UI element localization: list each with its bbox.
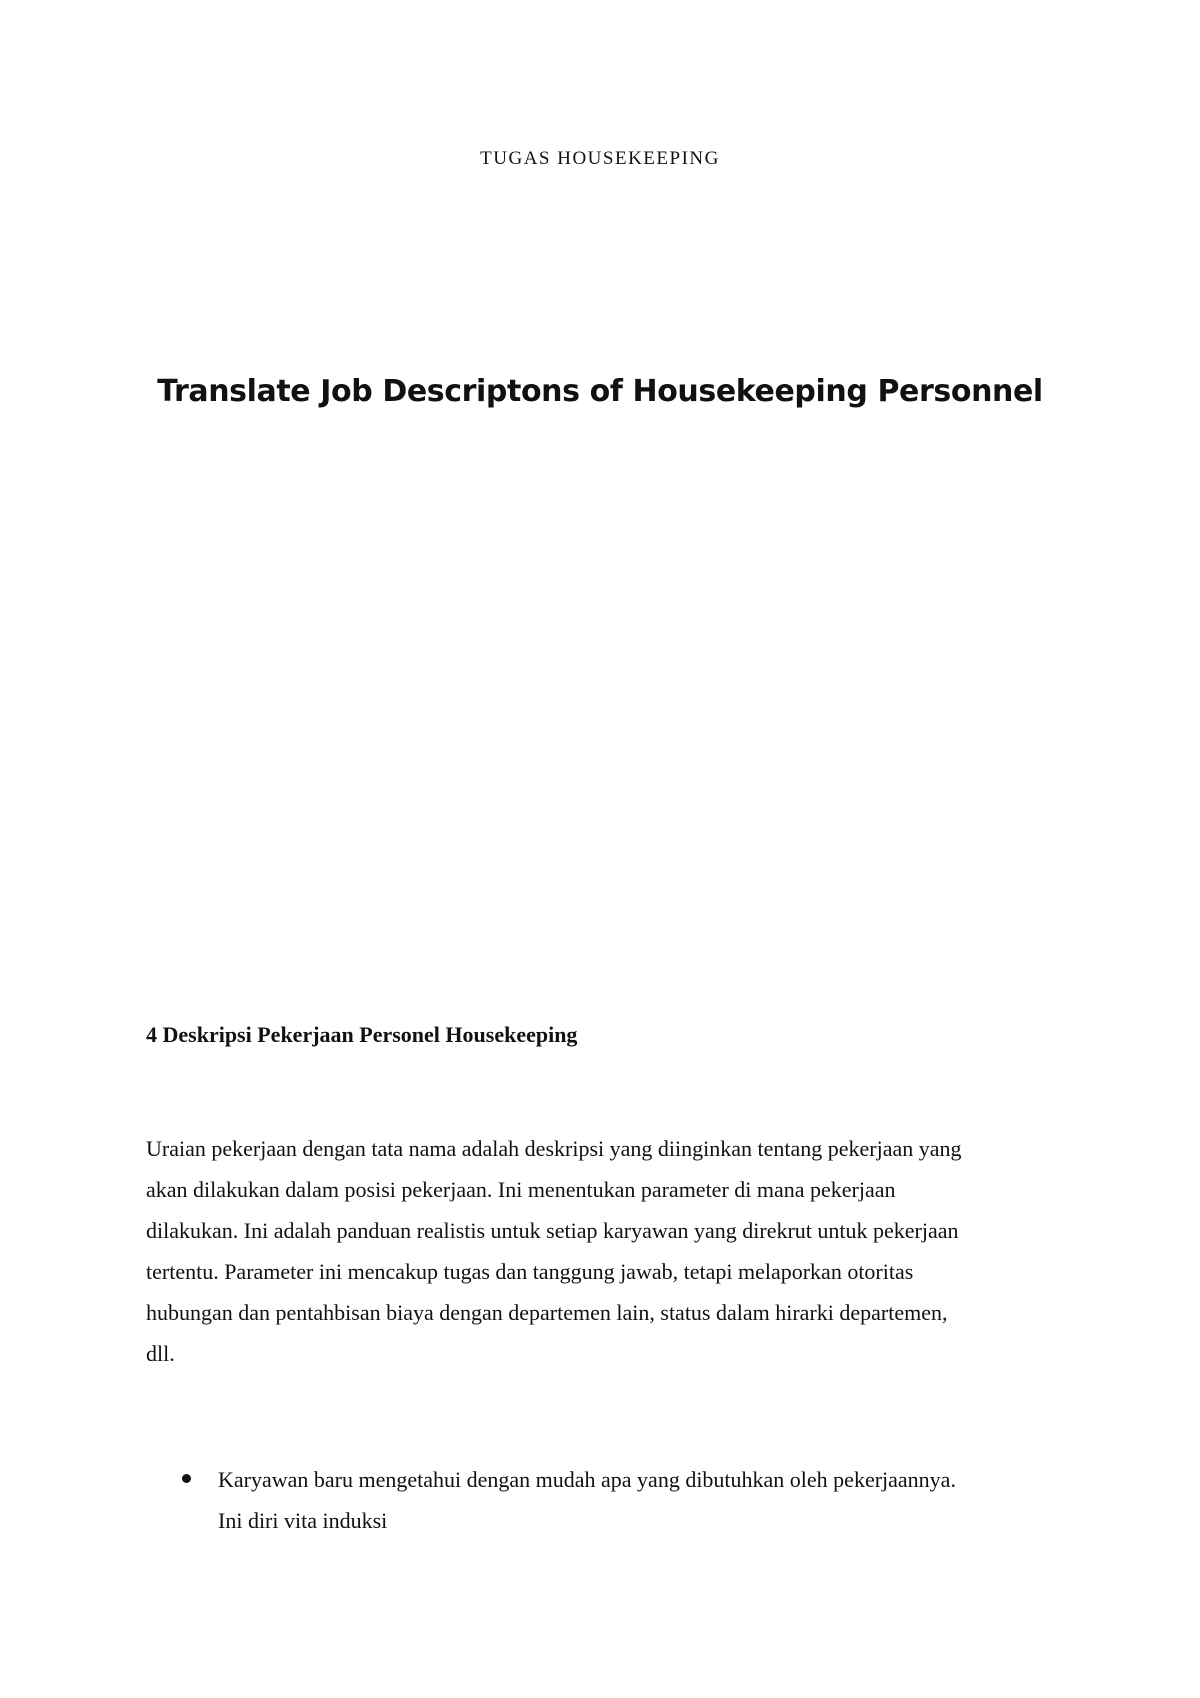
paragraph-line: akan dilakukan dalam posisi pekerjaan. Ini menentukan parameter di mana pekerjaan xyxy=(146,1177,896,1202)
bullet-dot-icon xyxy=(182,1474,191,1483)
bullet-list xyxy=(146,1459,1066,1541)
body-paragraph xyxy=(146,1128,1066,1374)
section-heading: 4 Deskripsi Pekerjaan Personel Housekeeping xyxy=(146,1022,578,1047)
paragraph-line: dll. xyxy=(146,1341,175,1366)
bullet-item xyxy=(146,1459,1066,1541)
paragraph-line: dilakukan. Ini adalah panduan realistis untuk setiap karyawan yang direkrut untuk pekerjaan xyxy=(146,1218,959,1243)
document-main-title: Translate Job Descriptons of Housekeeping Personnel xyxy=(157,374,1043,409)
paragraph-line: tertentu. Parameter ini mencakup tugas dan tanggung jawab, tetapi melaporkan otoritas xyxy=(146,1259,914,1284)
bullet-line: Ini diri vita induksi xyxy=(218,1508,388,1533)
document-top-title: TUGAS HOUSEKEEPING xyxy=(480,148,720,169)
bullet-line: Karyawan baru mengetahui dengan mudah apa yang dibutuhkan oleh pekerjaannya. xyxy=(218,1467,956,1492)
paragraph-line: hubungan dan pentahbisan biaya dengan departemen lain, status dalam hirarki departemen, xyxy=(146,1300,948,1325)
paragraph-line: Uraian pekerjaan dengan tata nama adalah deskripsi yang diinginkan tentang pekerjaan yang xyxy=(146,1136,962,1161)
